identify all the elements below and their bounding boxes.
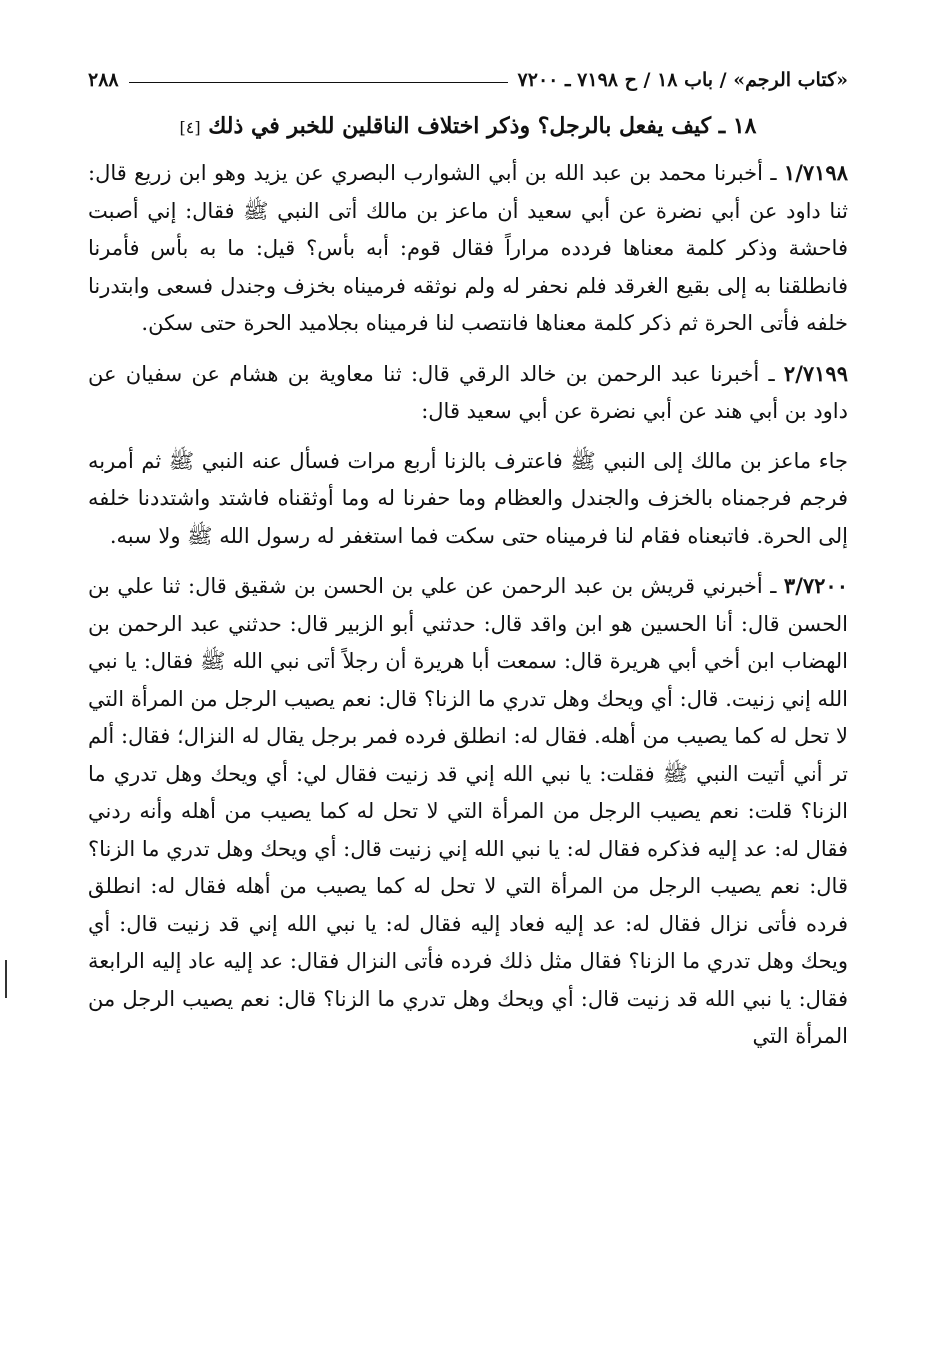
chapter-footnote-marker: [٤] [179,118,201,137]
hadith-paragraph [88,154,848,343]
scan-margin-mark [5,960,7,998]
book-page [88,58,848,1068]
chapter-heading [88,106,848,148]
chapter-title: ١٨ ـ كيف يفعل بالرجل؟ وذكر اختلاف الناقلين للخبر في ذلك [208,113,757,139]
running-header [88,58,848,102]
hadith-number: ٣/٧٢٠٠ [783,573,848,598]
hadith-number: ١/٧١٩٨ [783,160,848,185]
hadith-matn: جاء ماعز بن مالك إلى النبي ﷺ فاعترف بالزنا أربع مرات فسأل عنه النبي ﷺ ثم أمربه فرجم فرجمناه بالخزف والجندل والعظام وما حفرنا له وما أوثقناه فاشتد واشتددنا خلفه إلى الحرة. فاتبعناه فقام لنا فرميناه حتى سكت فما استغفر له رسول الله ﷺ ولا سبه. [88,448,848,548]
hadith-paragraph [88,355,848,431]
hadith-number: ٢/٧١٩٩ [783,360,848,386]
hadith-paragraph [88,567,848,1056]
running-title: «كتاب الرجم» / باب ١٨ / ح ٧١٩٨ ـ ٧٢٠٠ [517,69,848,91]
hadith-text: ـ أخبرنا محمد بن عبد الله بن أبي الشوارب البصري عن يزيد وهو ابن زريع قال: ثنا داود عن أبي نضرة عن أبي سعيد أن ماعز بن مالك أتى النبي ﷺ فقال: إني أصبت فاحشة وذكر كلمة معناها فردده مراراً فقال قوم: أبه بأس؟ قيل: ما به بأس فأمرنا فانطلقنا به إلى بقيع الغرقد فلم نحفر له ولم نوثقه فرميناه بخزف وجندل فسعى وابتدرنا خلفه فأتى الحرة ثم ذكر كلمة معناها فانتصب لنا فرميناه بجلاميد الحرة حتى سكن. [88,161,848,335]
hadith-text: ـ أخبرنا عبد الرحمن بن خالد الرقي قال: ثنا معاوية بن هشام عن سفيان عن داود بن أبي هند عن أبي نضرة عن أبي سعيد قال: [88,361,848,423]
hadith-text: ـ أخبرني قريش بن عبد الرحمن عن علي بن الحسن بن شقيق قال: ثنا علي بن الحسن قال: أنا الحسين هو ابن واقد قال: حدثني أبو الزبير قال: حدثني عبد الرحمن بن الهضاب ابن أخي أبي هريرة قال: سمعت أبا هريرة أن رجلاً أتى نبي الله ﷺ فقال: يا نبي الله إني زنيت. قال: أي ويحك وهل تدري ما الزنا؟ قال: نعم يصيب الرجل من المرأة التي لا تحل له كما يصيب من أهله. فقال له: انطلق فرده فمر برجل يقال له النزال؛ فقال: ألم تر أني أتيت النبي ﷺ فقلت: يا نبي الله إني قد زنيت فقال لي: أي ويحك وهل تدري ما الزنا؟ قلت: نعم يصيب الرجل من المرأة التي لا تحل له كما يصيب من أهله وأنه ردني فقال له: عد إليه فذكره فقال له: يا نبي الله إني زنيت قال: أي ويحك وهل تدري ما الزنا؟ قال: نعم يصيب الرجل من المرأة التي لا تحل له كما يصيب من أهله فقال له: انطلق فرده فأتى نزال فقال له: عد إليه فعاد إليه فقال له: يا نبي الله إني قد زنيت قال: أي ويحك وهل تدري ما الزنا؟ فقال مثل ذلك فرده فأتى النزال فقال: عد إليه عاد إليه الرابعة فقال: يا نبي الله قد زنيت قال: أي ويحك وهل تدري ما الزنا؟ قال: نعم يصيب الرجل من المرأة التي [88,574,848,1048]
page-number: ٢٨٨ [88,69,119,91]
header-rule [129,82,508,83]
